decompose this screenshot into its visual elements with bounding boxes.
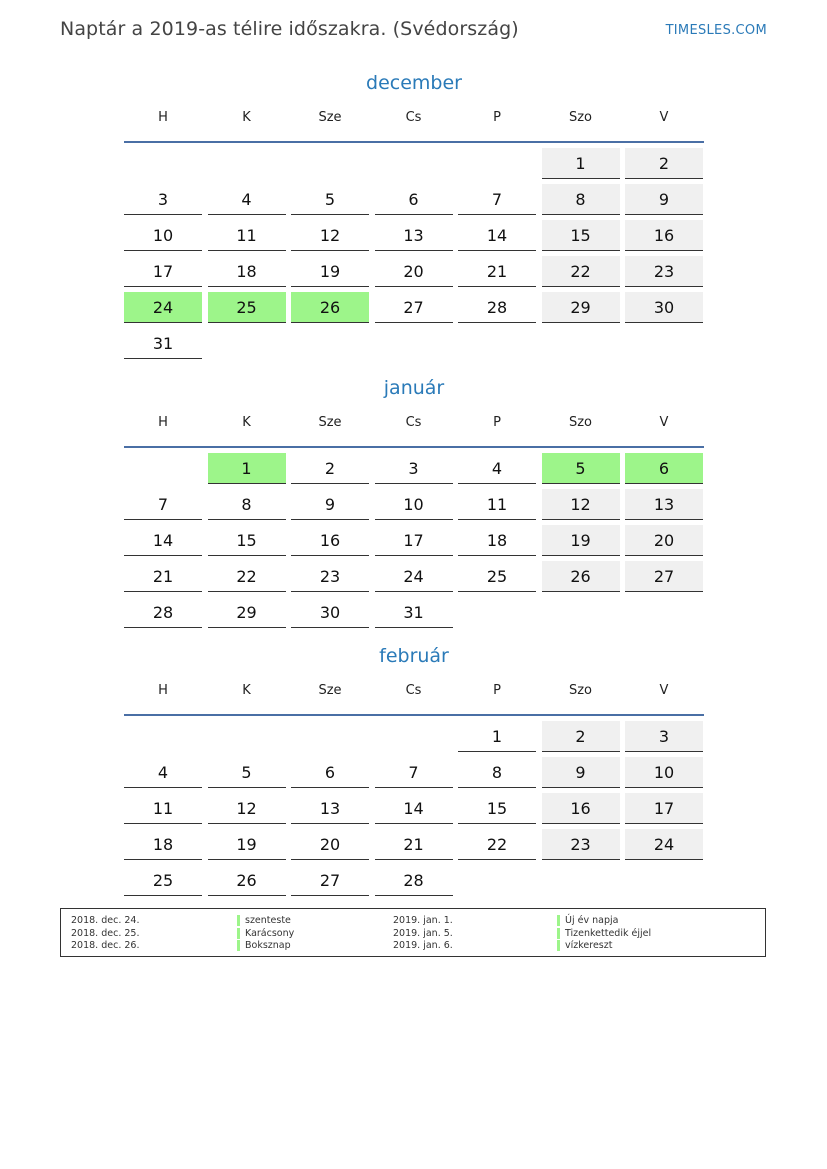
day-cell: 28: [375, 865, 453, 896]
day-cell: 8: [208, 489, 286, 520]
day-cell: 22: [458, 829, 536, 860]
weekday-header: [124, 101, 704, 143]
day-cell: 3: [375, 453, 453, 484]
legend-color-bar: [557, 915, 560, 926]
weekday-label: H: [158, 110, 168, 125]
day-cell: 26: [208, 865, 286, 896]
weekday-label: Szo: [568, 683, 593, 698]
day-cell: 15: [208, 525, 286, 556]
weekday-label: Sze: [318, 415, 342, 430]
empty-cell: [208, 148, 286, 179]
day-cell: 5: [542, 453, 620, 484]
weekday-label: Szo: [568, 110, 593, 125]
legend-name: Tizenkettedik éjjel: [565, 928, 652, 939]
day-cell: 19: [542, 525, 620, 556]
weekday-header: [124, 406, 704, 448]
day-cell: 2: [291, 453, 369, 484]
day-cell: 12: [208, 793, 286, 824]
day-cell: 7: [124, 489, 202, 520]
day-cell: 6: [291, 757, 369, 788]
day-cell: 26: [291, 292, 369, 323]
weekday-label: K: [242, 683, 251, 698]
day-cell: 31: [124, 328, 202, 359]
day-cell: 19: [208, 829, 286, 860]
day-cell: 11: [124, 793, 202, 824]
day-cell: 18: [208, 256, 286, 287]
day-cell: 31: [375, 597, 453, 628]
month-name: február: [379, 645, 449, 667]
month-february: [124, 641, 704, 896]
day-cell: 1: [208, 453, 286, 484]
day-cell: 9: [291, 489, 369, 520]
legend-color-bar: [557, 928, 560, 939]
day-cell: 13: [291, 793, 369, 824]
day-cell: 16: [291, 525, 369, 556]
day-cell: 13: [375, 220, 453, 251]
day-cell: 29: [208, 597, 286, 628]
day-cell: 14: [375, 793, 453, 824]
weekday-label: Cs: [405, 415, 422, 430]
day-cell: 27: [625, 561, 703, 592]
day-cell: 10: [375, 489, 453, 520]
empty-cell: [124, 453, 202, 484]
day-cell: 1: [542, 148, 620, 179]
day-cell: 27: [375, 292, 453, 323]
day-cell: 21: [375, 829, 453, 860]
weekday-label: Cs: [405, 683, 422, 698]
day-cell: 25: [124, 865, 202, 896]
month-name: december: [366, 72, 462, 94]
day-cell: 7: [458, 184, 536, 215]
day-cell: 6: [375, 184, 453, 215]
day-cell: 2: [625, 148, 703, 179]
days-grid: [124, 453, 704, 628]
day-cell: 24: [124, 292, 202, 323]
day-cell: 4: [124, 757, 202, 788]
month-december: [124, 68, 704, 359]
legend-name: Boksznap: [245, 940, 291, 951]
day-cell: 14: [458, 220, 536, 251]
month-name: január: [383, 377, 445, 399]
day-cell: 4: [458, 453, 536, 484]
empty-cell: [291, 148, 369, 179]
empty-cell: [124, 148, 202, 179]
day-cell: 23: [291, 561, 369, 592]
day-cell: 12: [542, 489, 620, 520]
legend-date: 2019. jan. 6.: [393, 940, 453, 951]
day-cell: 18: [124, 829, 202, 860]
weekday-label: V: [659, 683, 669, 698]
day-cell: 3: [124, 184, 202, 215]
day-cell: 10: [625, 757, 703, 788]
weekday-label: K: [242, 415, 251, 430]
day-cell: 11: [458, 489, 536, 520]
day-cell: 15: [458, 793, 536, 824]
day-cell: 19: [291, 256, 369, 287]
empty-cell: [375, 148, 453, 179]
day-cell: 30: [625, 292, 703, 323]
weekday-label: Szo: [568, 415, 593, 430]
day-cell: 22: [208, 561, 286, 592]
day-cell: 6: [625, 453, 703, 484]
holiday-legend: [60, 908, 766, 957]
page-title: Naptár a 2019-as télire időszakra. (Svédország): [60, 18, 519, 40]
legend-color-bar: [237, 928, 240, 939]
weekday-header: [124, 674, 704, 716]
day-cell: 4: [208, 184, 286, 215]
day-cell: 20: [291, 829, 369, 860]
day-cell: 16: [542, 793, 620, 824]
legend-date: 2018. dec. 24.: [71, 915, 140, 926]
weekday-label: P: [493, 415, 501, 430]
day-cell: 9: [625, 184, 703, 215]
day-cell: 5: [208, 757, 286, 788]
day-cell: 29: [542, 292, 620, 323]
day-cell: 23: [542, 829, 620, 860]
day-cell: 16: [625, 220, 703, 251]
day-cell: 2: [542, 721, 620, 752]
day-cell: 17: [124, 256, 202, 287]
legend-date: 2018. dec. 26.: [71, 940, 140, 951]
legend-date: 2018. dec. 25.: [71, 928, 140, 939]
weekday-label: V: [659, 415, 669, 430]
day-cell: 22: [542, 256, 620, 287]
day-cell: 13: [625, 489, 703, 520]
legend-date: 2019. jan. 1.: [393, 915, 453, 926]
weekday-label: P: [493, 110, 501, 125]
legend-row: [61, 914, 765, 927]
day-cell: 20: [625, 525, 703, 556]
day-cell: 24: [375, 561, 453, 592]
day-cell: 27: [291, 865, 369, 896]
weekday-label: H: [158, 683, 168, 698]
weekday-label: Sze: [318, 110, 342, 125]
day-cell: 3: [625, 721, 703, 752]
day-cell: 30: [291, 597, 369, 628]
empty-cell: [124, 721, 202, 752]
weekday-label: Sze: [318, 683, 342, 698]
days-grid: [124, 721, 704, 896]
legend-name: szenteste: [245, 915, 291, 926]
day-cell: 9: [542, 757, 620, 788]
empty-cell: [291, 721, 369, 752]
empty-cell: [208, 721, 286, 752]
day-cell: 10: [124, 220, 202, 251]
weekday-label: K: [242, 110, 251, 125]
day-cell: 18: [458, 525, 536, 556]
legend-date: 2019. jan. 5.: [393, 928, 453, 939]
weekday-label: V: [659, 110, 669, 125]
day-cell: 7: [375, 757, 453, 788]
month-january: [124, 373, 704, 628]
day-cell: 1: [458, 721, 536, 752]
legend-name: Új év napja: [565, 915, 619, 926]
day-cell: 25: [208, 292, 286, 323]
day-cell: 26: [542, 561, 620, 592]
day-cell: 8: [458, 757, 536, 788]
site-link[interactable]: TIMESLES.COM: [665, 23, 767, 38]
day-cell: 28: [124, 597, 202, 628]
days-grid: [124, 148, 704, 359]
day-cell: 12: [291, 220, 369, 251]
day-cell: 17: [375, 525, 453, 556]
day-cell: 15: [542, 220, 620, 251]
day-cell: 25: [458, 561, 536, 592]
legend-color-bar: [237, 915, 240, 926]
day-cell: 21: [458, 256, 536, 287]
day-cell: 24: [625, 829, 703, 860]
day-cell: 28: [458, 292, 536, 323]
day-cell: 17: [625, 793, 703, 824]
day-cell: 20: [375, 256, 453, 287]
legend-row: [61, 939, 765, 952]
day-cell: 21: [124, 561, 202, 592]
empty-cell: [458, 148, 536, 179]
legend-name: vízkereszt: [565, 940, 613, 951]
day-cell: 14: [124, 525, 202, 556]
legend-color-bar: [557, 940, 560, 951]
weekday-label: H: [158, 415, 168, 430]
weekday-label: P: [493, 683, 501, 698]
day-cell: 5: [291, 184, 369, 215]
empty-cell: [375, 721, 453, 752]
day-cell: 11: [208, 220, 286, 251]
day-cell: 8: [542, 184, 620, 215]
day-cell: 23: [625, 256, 703, 287]
legend-name: Karácsony: [245, 928, 295, 939]
weekday-label: Cs: [405, 110, 422, 125]
legend-color-bar: [237, 940, 240, 951]
